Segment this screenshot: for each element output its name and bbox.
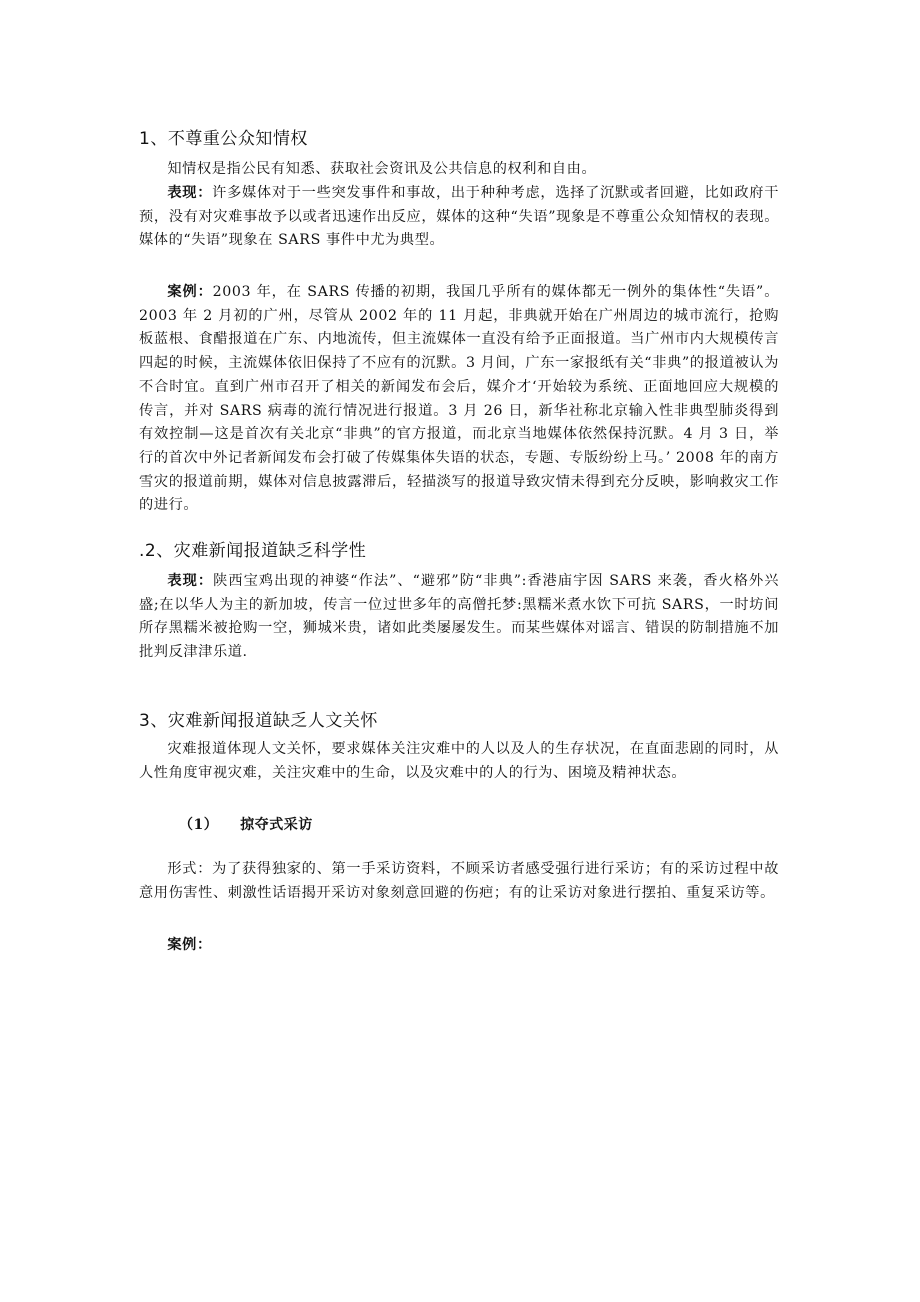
section-1-definition: 知情权是指公民有知悉、获取社会资讯及公共信息的权利和自由。 (167, 161, 597, 177)
manifestation-label: 表现： (167, 185, 213, 201)
case-label: 案例： (167, 284, 213, 300)
manifestation-label: 表现： (167, 573, 214, 589)
section-3-intro: 灾难报道体现人文关怀，要求媒体关注灾难中的人以及人的生存状况，在直面悲剧的同时，从人性角度审视灾难，关注灾难中的生命，以及灾难中的人的行为、困境及精神状态。 (139, 741, 779, 781)
section-2-manifestation (139, 570, 779, 665)
case-label: 案例： (167, 937, 212, 953)
section-3-heading: 3、灾难新闻报道缺乏人文关怀 (139, 711, 378, 731)
section-1-manifestation (139, 182, 779, 253)
subsection-number: （1） (179, 817, 219, 833)
section-3-case (139, 934, 779, 958)
section-1-case (139, 281, 779, 518)
manifestation-text: 陕西宝鸡出现的神婆“作法”、“避邪”防“非典”:香港庙宇因 SARS 来袭，香火格外兴盛;在以华人为主的新加坡，传言一位过世多年的高僧托梦:黑糯米煮水饮下可抗 SARS，一时坊间所存黑糯米被抢购一空，狮城米贵，诸如此类屡屡发生。而某些媒体对谣言、错误的防制措施不加批判反津津乐道. (139, 573, 779, 661)
subsection-title: 掠夺式采访 (240, 817, 313, 833)
section-2-heading: .2、灾难新闻报道缺乏科学性 (139, 541, 367, 561)
section-1-heading: 1、不尊重公众知情权 (139, 129, 308, 149)
case-text: 2003 年，在 SARS 传播的初期，我国几乎所有的媒体都无一例外的集体性“失语”。2003 年 2 月初的广州，尽管从 2002 年的 11 月起，非典就开始在广州周边的城市流行，抢购板蓝根、食醋报道在广东、内地流传，但主流媒体一直没有给予正面报道。当广州市内大规模传言四起的时候，主流媒体依旧保持了不应有的沉默。3 月间，广东一家报纸有关“非典”的报道被认为不合时宜。直到广州市召开了相关的新闻发布会后，媒介才‘开始较为系统、正面地回应大规模的传言，并对 SARS 病毒的流行情况进行报道。3 月 26 日，新华社称北京输入性非典型肺炎得到有效控制—这是首次有关北京“非典”的官方报道，而北京当地媒体依然保持沉默。4 月 3 日，举行的首次中外记者新闻发布会打破了传媒集体失语的状态，专题、专版纷纷上马。’ 2008 年的南方雪灾的报道前期，媒体对信息披露滞后，轻描淡写的报道导致灾情未得到充分反映，影响救灾工作的进行。 (139, 284, 779, 514)
section-3-form: 形式：为了获得独家的、第一手采访资料，不顾采访者感受强行进行采访；有的采访过程中故意用伤害性、刺激性话语揭开采访对象刻意回避的伤疤；有的让采访对象进行摆拍、重复采访等。 (139, 861, 779, 901)
manifestation-text: 许多媒体对于一些突发事件和事故，出于种种考虑，选择了沉默或者回避，比如政府干预，没有对灾难事故予以或者迅速作出反应，媒体的这种“失语”现象是不尊重公众知情权的表现。媒体的“失语”现象在 SARS 事件中尤为典型。 (139, 185, 779, 249)
subsection-heading (179, 814, 313, 834)
